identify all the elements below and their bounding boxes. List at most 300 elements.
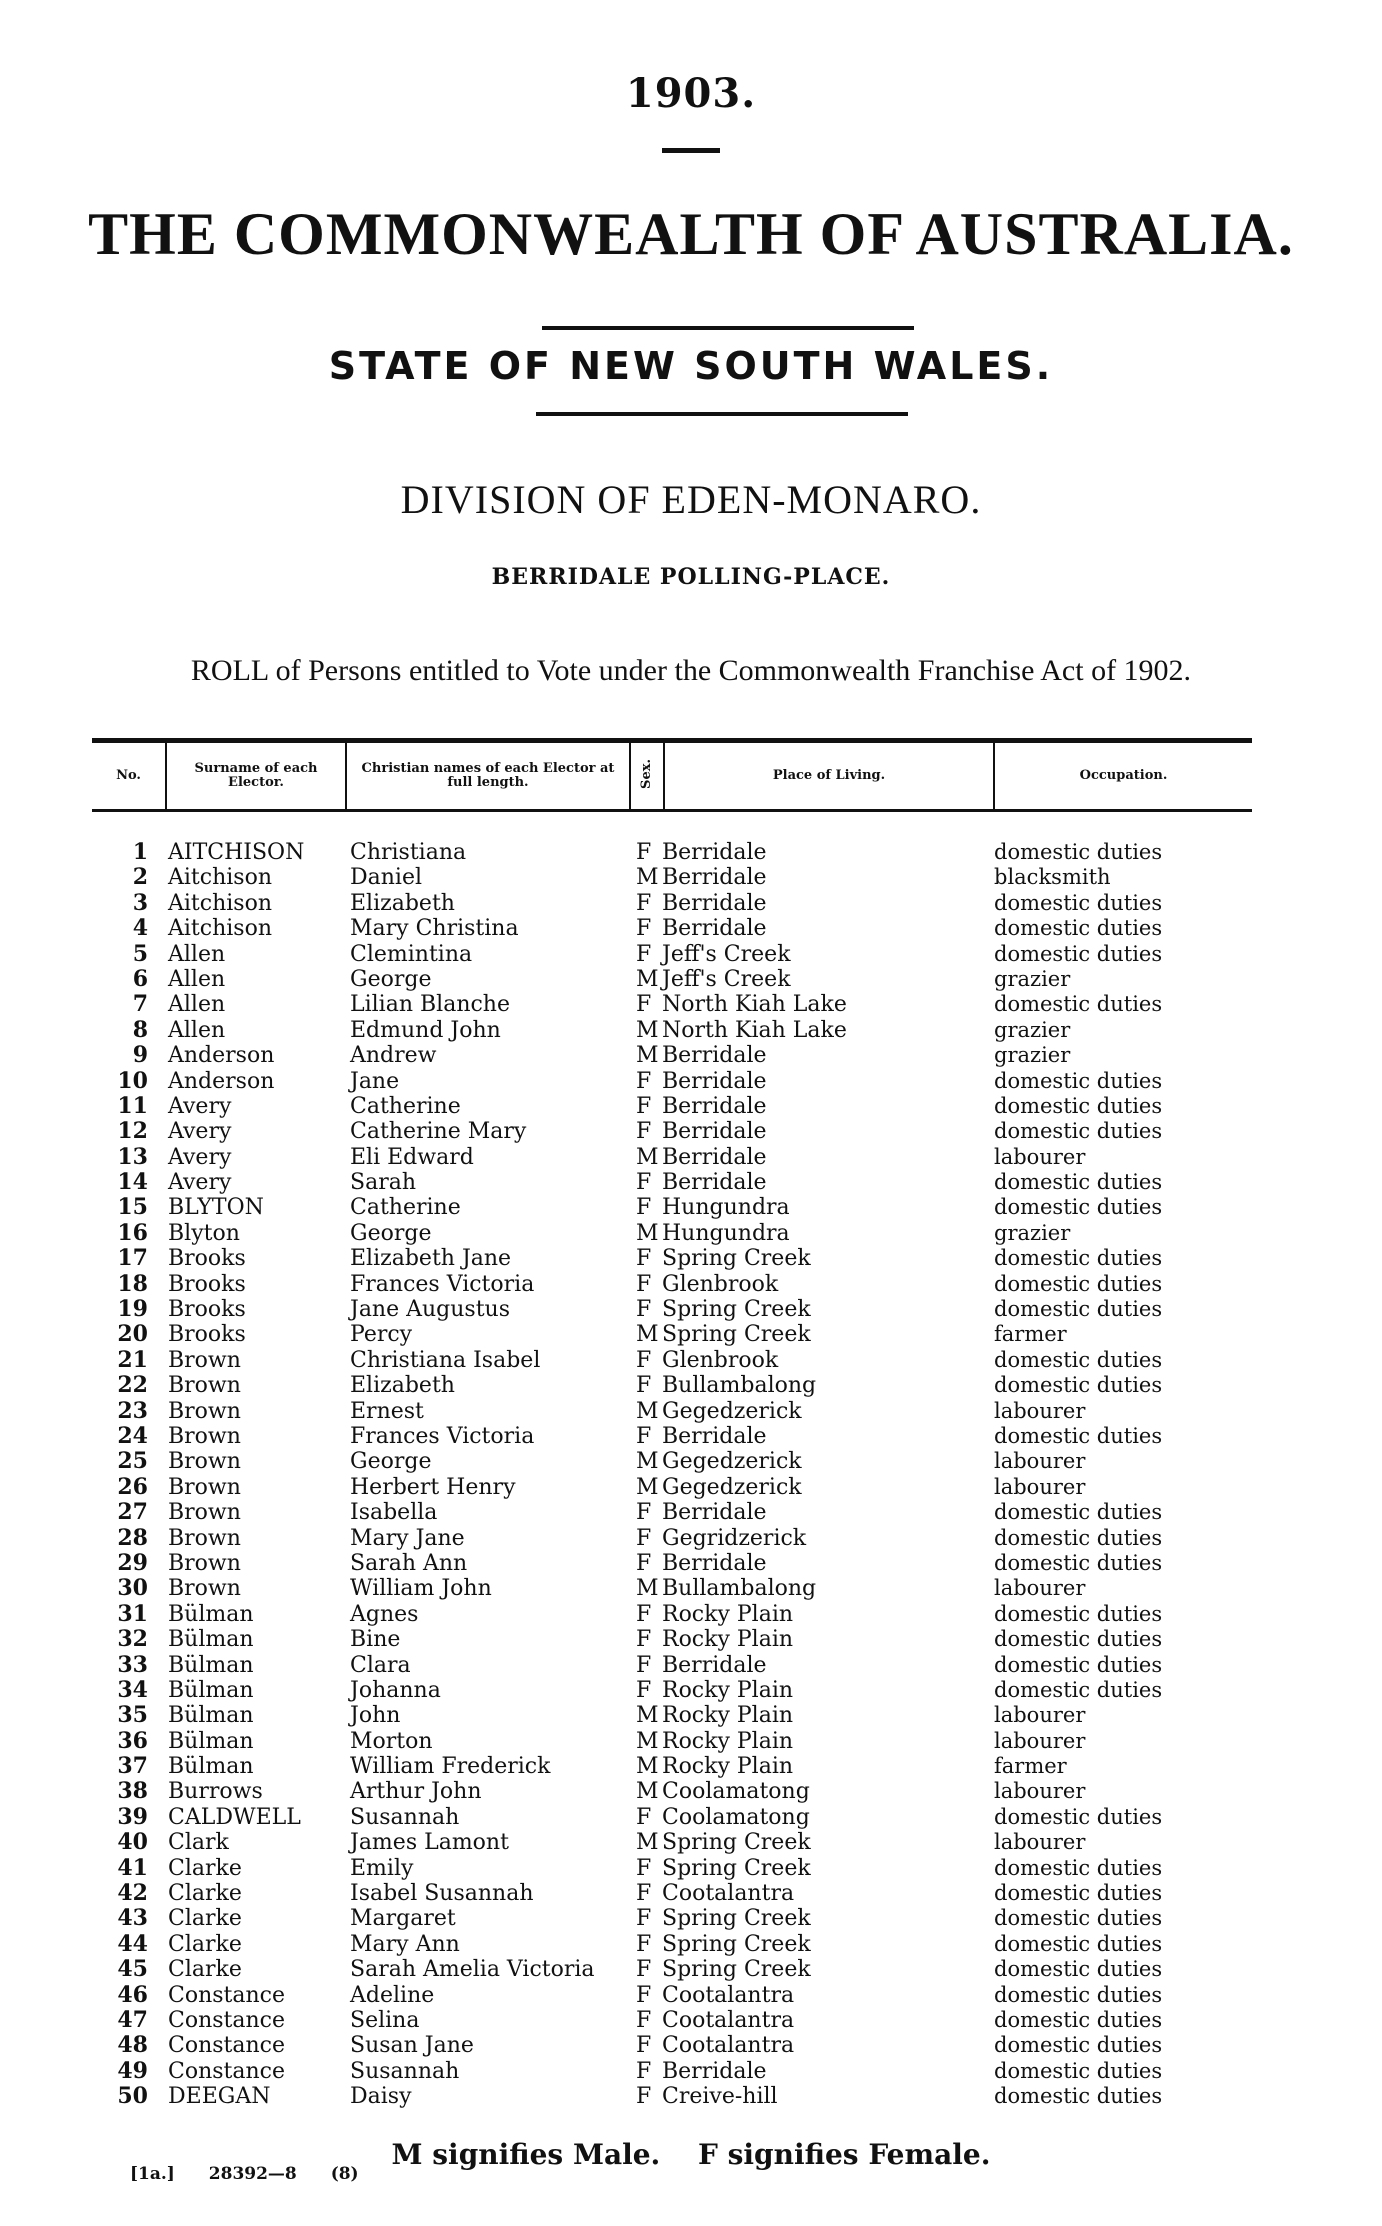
elector-place: Spring Creek (662, 1246, 811, 1272)
elector-surname: Anderson (168, 1068, 275, 1094)
elector-number: 14 (117, 1169, 148, 1196)
elector-surname: Avery (168, 1170, 232, 1196)
elector-sex: F (636, 1500, 652, 1526)
elector-number: 11 (117, 1092, 148, 1119)
elector-number: 26 (117, 1473, 148, 1500)
elector-place: Spring Creek (662, 1931, 811, 1957)
elector-occupation: domestic duties (994, 1652, 1163, 1677)
elector-surname: Clarke (168, 1906, 242, 1932)
elector-sex: M (636, 966, 659, 992)
elector-christian-names: George (350, 1220, 432, 1246)
elector-surname: Brooks (168, 1297, 246, 1323)
elector-sex: F (636, 2084, 652, 2110)
elector-christian-names: Daniel (350, 865, 423, 891)
divider (536, 412, 908, 416)
elector-surname: Anderson (168, 1043, 275, 1069)
table-row (92, 891, 1272, 916)
elector-surname: Brooks (168, 1246, 246, 1272)
elector-occupation: domestic duties (994, 1601, 1163, 1626)
elector-occupation: domestic duties (994, 2033, 1163, 2058)
elector-occupation: labourer (994, 1830, 1086, 1855)
table-row (92, 1779, 1272, 1804)
table-row (92, 916, 1272, 941)
elector-place: Coolamatong (662, 1804, 810, 1830)
table-row (92, 1957, 1272, 1982)
elector-surname: Clarke (168, 1881, 242, 1907)
table-row (92, 1069, 1272, 1094)
table-row (92, 967, 1272, 992)
elector-christian-names: Selina (350, 2007, 420, 2033)
elector-occupation: domestic duties (994, 1093, 1163, 1118)
elector-occupation: domestic duties (994, 1627, 1163, 1652)
footer-code: [1a.] (130, 2164, 175, 2184)
elector-occupation: grazier (994, 1220, 1071, 1245)
elector-place: Berridale (662, 1652, 767, 1678)
elector-sex: M (636, 1220, 659, 1246)
elector-place: Rocky Plain (662, 1601, 794, 1627)
elector-occupation: domestic duties (994, 1982, 1163, 2007)
elector-number: 18 (117, 1270, 148, 1297)
elector-surname: Brown (168, 1576, 241, 1602)
elector-sex: F (636, 2007, 652, 2033)
elector-place: Jeff's Creek (662, 941, 791, 967)
elector-sex: F (636, 1297, 652, 1323)
polling-place-heading: BERRIDALE POLLING-PLACE. (491, 564, 891, 590)
elector-place: Berridale (662, 1423, 767, 1449)
elector-christian-names: Lilian Blanche (350, 992, 510, 1018)
elector-number: 49 (117, 2057, 148, 2084)
elector-number: 33 (117, 1651, 148, 1678)
elector-sex: F (636, 1347, 652, 1373)
elector-place: Spring Creek (662, 1297, 811, 1323)
elector-sex: M (636, 1043, 659, 1069)
elector-number: 27 (117, 1499, 148, 1526)
elector-surname: Avery (168, 1093, 232, 1119)
elector-number: 22 (117, 1372, 148, 1399)
elector-sex: M (636, 1322, 659, 1348)
elector-sex: F (636, 1931, 652, 1957)
elector-number: 34 (117, 1676, 148, 1703)
table-row (92, 1195, 1272, 1220)
elector-number: 25 (117, 1448, 148, 1475)
elector-sex: F (636, 1652, 652, 1678)
table-row (92, 1576, 1272, 1601)
elector-christian-names: Jane (350, 1068, 400, 1094)
elector-place: Cootalantra (662, 1881, 795, 1907)
elector-sex: M (636, 1830, 659, 1856)
elector-christian-names: Frances Victoria (350, 1271, 535, 1297)
elector-place: Spring Creek (662, 1957, 811, 1983)
table-row (92, 1932, 1272, 1957)
elector-christian-names: George (350, 1449, 432, 1475)
elector-sex: M (636, 1144, 659, 1170)
elector-place: Creive-hill (662, 2084, 778, 2110)
elector-sex: M (636, 1728, 659, 1754)
elector-number: 10 (117, 1067, 148, 1094)
elector-surname: Brown (168, 1474, 241, 1500)
elector-number: 5 (132, 940, 148, 967)
elector-christian-names: Morton (350, 1728, 433, 1754)
elector-place: Rocky Plain (662, 1754, 794, 1780)
elector-occupation: domestic duties (994, 1347, 1163, 1372)
table-row (92, 1703, 1272, 1728)
elector-place: Jeff's Creek (662, 966, 791, 992)
elector-sex: F (636, 1068, 652, 1094)
year-heading: 1903. (625, 70, 757, 117)
elector-number: 28 (117, 1524, 148, 1551)
elector-christian-names: Elizabeth (350, 1373, 455, 1399)
elector-place: Bullambalong (662, 1576, 817, 1602)
table-row (92, 1221, 1272, 1246)
table-row (92, 992, 1272, 1017)
table-row (92, 1246, 1272, 1271)
table-row (92, 1094, 1272, 1119)
elector-sex: M (636, 1474, 659, 1500)
table-row (92, 1526, 1272, 1551)
elector-surname: Brown (168, 1550, 241, 1576)
elector-place: Berridale (662, 1119, 767, 1145)
elector-place: Berridale (662, 865, 767, 891)
legend-female: F signifies Female. (698, 2138, 991, 2171)
elector-number: 40 (117, 1829, 148, 1856)
elector-christian-names: Margaret (350, 1906, 456, 1932)
elector-place: North Kiah Lake (662, 1017, 847, 1043)
table-row (92, 1399, 1272, 1424)
elector-sex: F (636, 1881, 652, 1907)
elector-surname: Allen (168, 966, 226, 992)
elector-christian-names: Elizabeth (350, 890, 455, 916)
elector-place: Hungundra (662, 1220, 790, 1246)
print-footer (130, 2164, 387, 2184)
elector-occupation: domestic duties (994, 1170, 1163, 1195)
division-heading: DIVISION OF EDEN-MONARO. (400, 477, 982, 522)
header-sex-label: Sex. (639, 759, 654, 789)
elector-surname: Bülman (168, 1652, 254, 1678)
table-row (92, 1602, 1272, 1627)
elector-surname: Brown (168, 1449, 241, 1475)
elector-sex: F (636, 2058, 652, 2084)
table-row (92, 1348, 1272, 1373)
divider (542, 326, 914, 330)
table-row (92, 1272, 1272, 1297)
elector-sex: F (636, 916, 652, 942)
elector-number: 50 (117, 2083, 148, 2110)
elector-sex: F (636, 890, 652, 916)
elector-surname: Clarke (168, 1855, 242, 1881)
table-row (92, 1653, 1272, 1678)
elector-place: Gegedzerick (662, 1474, 802, 1500)
elector-surname: Brown (168, 1500, 241, 1526)
elector-number: 12 (117, 1118, 148, 1145)
elector-number: 16 (117, 1219, 148, 1246)
footer-number: 28392—8 (208, 2164, 297, 2184)
elector-surname: Constance (168, 2058, 286, 2084)
elector-sex: M (636, 1754, 659, 1780)
elector-sex: F (636, 1271, 652, 1297)
elector-occupation: domestic duties (994, 2007, 1163, 2032)
elector-occupation: labourer (994, 1576, 1086, 1601)
elector-occupation: labourer (994, 1144, 1086, 1169)
elector-surname: Avery (168, 1119, 232, 1145)
elector-surname: Clarke (168, 1957, 242, 1983)
elector-occupation: domestic duties (994, 1550, 1163, 1575)
elector-surname: BLYTON (168, 1195, 264, 1221)
elector-christian-names: Elizabeth Jane (350, 1246, 512, 1272)
elector-occupation: labourer (994, 1474, 1086, 1499)
elector-number: 29 (117, 1549, 148, 1576)
elector-number: 32 (117, 1626, 148, 1653)
elector-number: 2 (132, 864, 148, 891)
elector-number: 24 (117, 1422, 148, 1449)
table-row (92, 1170, 1272, 1195)
elector-christian-names: Arthur John (350, 1779, 482, 1805)
elector-christian-names: Christiana (350, 840, 467, 865)
table-row (92, 2033, 1272, 2058)
elector-sex: F (636, 840, 652, 865)
elector-surname: Allen (168, 992, 226, 1018)
elector-sex: M (636, 865, 659, 891)
elector-place: Rocky Plain (662, 1703, 794, 1729)
elector-occupation: domestic duties (994, 1677, 1163, 1702)
elector-surname: Brown (168, 1373, 241, 1399)
table-row (92, 1729, 1272, 1754)
elector-occupation: domestic duties (994, 941, 1163, 966)
legend-male: M signifies Male. (391, 2138, 661, 2171)
elector-number: 21 (117, 1346, 148, 1373)
elector-place: Cootalantra (662, 2007, 795, 2033)
elector-number: 38 (117, 1778, 148, 1805)
elector-christian-names: Eli Edward (350, 1144, 474, 1170)
table-row (92, 1424, 1272, 1449)
elector-occupation: labourer (994, 1728, 1086, 1753)
elector-surname: Brown (168, 1347, 241, 1373)
table-row (92, 2084, 1272, 2109)
elector-number: 45 (117, 1956, 148, 1983)
elector-place: Glenbrook (662, 1271, 779, 1297)
elector-occupation: domestic duties (994, 2058, 1163, 2083)
elector-christian-names: Ernest (350, 1398, 424, 1424)
table-row (92, 1322, 1272, 1347)
elector-occupation: grazier (994, 1043, 1071, 1068)
elector-occupation: domestic duties (994, 840, 1163, 864)
elector-sex: F (636, 1525, 652, 1551)
table-row (92, 1983, 1272, 2008)
elector-surname: CALDWELL (168, 1804, 301, 1830)
elector-place: Spring Creek (662, 1322, 811, 1348)
elector-number: 20 (117, 1321, 148, 1348)
elector-place: Spring Creek (662, 1855, 811, 1881)
table-row (92, 2008, 1272, 2033)
elector-occupation: domestic duties (994, 1119, 1163, 1144)
elector-number: 13 (117, 1143, 148, 1170)
elector-place: Rocky Plain (662, 1627, 794, 1653)
elector-christian-names: Emily (350, 1855, 414, 1881)
elector-sex: F (636, 1627, 652, 1653)
elector-christian-names: Sarah Ann (350, 1550, 468, 1576)
elector-occupation: blacksmith (994, 865, 1111, 890)
elector-christian-names: James Lamont (350, 1830, 509, 1856)
elector-number: 39 (117, 1803, 148, 1830)
elector-occupation: domestic duties (994, 2084, 1163, 2109)
elector-christian-names: Herbert Henry (350, 1474, 516, 1500)
elector-surname: Burrows (168, 1779, 263, 1805)
elector-occupation: domestic duties (994, 1423, 1163, 1448)
elector-occupation: domestic duties (994, 1525, 1163, 1550)
table-row (92, 1830, 1272, 1855)
elector-occupation: domestic duties (994, 1195, 1163, 1220)
elector-sex: F (636, 1423, 652, 1449)
elector-christian-names: Mary Jane (350, 1525, 465, 1551)
table-row (92, 1805, 1272, 1830)
elector-surname: Clarke (168, 1931, 242, 1957)
elector-place: Berridale (662, 1550, 767, 1576)
elector-christian-names: William John (350, 1576, 492, 1602)
elector-christian-names: Adeline (350, 1982, 435, 2008)
header-sex (630, 741, 664, 811)
elector-occupation: domestic duties (994, 1931, 1163, 1956)
table-row (92, 1551, 1272, 1576)
elector-place: Coolamatong (662, 1779, 810, 1805)
elector-surname: Bülman (168, 1601, 254, 1627)
elector-surname: Bülman (168, 1627, 254, 1653)
elector-number: 35 (117, 1702, 148, 1729)
elector-occupation: farmer (994, 1754, 1067, 1779)
elector-christian-names: Percy (350, 1322, 413, 1348)
elector-occupation: domestic duties (994, 1297, 1163, 1322)
elector-christian-names: Andrew (350, 1043, 437, 1069)
elector-place: Hungundra (662, 1195, 790, 1221)
elector-christian-names: Clara (350, 1652, 411, 1678)
elector-occupation: domestic duties (994, 916, 1163, 941)
elector-christian-names: George (350, 966, 432, 992)
table-row (92, 1500, 1272, 1525)
elector-surname: Constance (168, 1982, 286, 2008)
elector-place: Berridale (662, 1144, 767, 1170)
table-row (92, 1754, 1272, 1779)
elector-place: Berridale (662, 890, 767, 916)
elector-occupation: domestic duties (994, 1855, 1163, 1880)
elector-place: Berridale (662, 916, 767, 942)
elector-surname: Bülman (168, 1703, 254, 1729)
elector-sex: M (636, 1703, 659, 1729)
elector-christian-names: Jane Augustus (350, 1297, 511, 1323)
elector-number: 4 (132, 915, 148, 942)
elector-place: Gegedzerick (662, 1398, 802, 1424)
elector-christian-names: Mary Ann (350, 1931, 460, 1957)
elector-christian-names: Susan Jane (350, 2033, 474, 2059)
elector-number: 1 (132, 839, 148, 865)
elector-surname: Aitchison (168, 890, 272, 916)
elector-occupation: labourer (994, 1449, 1086, 1474)
elector-christian-names: Clemintina (350, 941, 473, 967)
header-christian-names: Christian names of each Elector at full length. (346, 741, 630, 811)
elector-christian-names: Agnes (350, 1601, 419, 1627)
elector-sex: F (636, 1246, 652, 1272)
elector-number: 36 (117, 1727, 148, 1754)
elector-place: Cootalantra (662, 1982, 795, 2008)
elector-sex: F (636, 1677, 652, 1703)
elector-number: 37 (117, 1753, 148, 1780)
elector-surname: Brown (168, 1398, 241, 1424)
table-row (92, 1881, 1272, 1906)
elector-surname: DEEGAN (168, 2084, 271, 2110)
elector-sex: M (636, 1449, 659, 1475)
elector-christian-names: Catherine Mary (350, 1119, 527, 1145)
header-occupation: Occupation. (994, 741, 1252, 811)
elector-sex: F (636, 1170, 652, 1196)
elector-number: 47 (117, 2006, 148, 2033)
elector-surname: Allen (168, 941, 226, 967)
elector-surname: Aitchison (168, 865, 272, 891)
elector-sex: F (636, 992, 652, 1018)
elector-occupation: domestic duties (994, 1804, 1163, 1829)
elector-occupation: labourer (994, 1703, 1086, 1728)
table-row (92, 1906, 1272, 1931)
elector-occupation: domestic duties (994, 1271, 1163, 1296)
state-heading: STATE OF NEW SOUTH WALES. (328, 344, 1054, 388)
elector-number: 30 (117, 1575, 148, 1602)
elector-surname: Allen (168, 1017, 226, 1043)
table-row (92, 1856, 1272, 1881)
elector-christian-names: Mary Christina (350, 916, 519, 942)
elector-occupation: domestic duties (994, 1881, 1163, 1906)
elector-number: 42 (117, 1880, 148, 1907)
elector-occupation: farmer (994, 1322, 1067, 1347)
elector-number: 8 (132, 1016, 148, 1043)
elector-sex: M (636, 1779, 659, 1805)
elector-number: 48 (117, 2032, 148, 2059)
elector-occupation: domestic duties (994, 1906, 1163, 1931)
elector-sex: M (636, 1398, 659, 1424)
elector-surname: Aitchison (168, 916, 272, 942)
elector-surname: Bülman (168, 1728, 254, 1754)
elector-surname: Blyton (168, 1220, 240, 1246)
elector-surname: Bülman (168, 1754, 254, 1780)
elector-number: 44 (117, 1930, 148, 1957)
table-row (92, 1145, 1272, 1170)
elector-christian-names: Sarah Amelia Victoria (350, 1957, 595, 1983)
elector-christian-names: John (350, 1703, 401, 1729)
elector-number: 31 (117, 1600, 148, 1627)
elector-christian-names: Johanna (350, 1677, 441, 1703)
elector-number: 43 (117, 1905, 148, 1932)
table-row (92, 1373, 1272, 1398)
elector-sex: M (636, 1017, 659, 1043)
header-surname: Surname of each Elector. (166, 741, 346, 811)
elector-occupation: labourer (994, 1398, 1086, 1423)
elector-christian-names: William Frederick (350, 1754, 551, 1780)
elector-christian-names: Christiana Isabel (350, 1347, 541, 1373)
elector-place: Spring Creek (662, 1906, 811, 1932)
elector-place: Berridale (662, 1093, 767, 1119)
elector-christian-names: Frances Victoria (350, 1423, 535, 1449)
elector-occupation: domestic duties (994, 992, 1163, 1017)
elector-christian-names: Edmund John (350, 1017, 501, 1043)
elector-surname: Avery (168, 1144, 232, 1170)
elector-surname: AITCHISON (168, 840, 305, 865)
roll-title: ROLL of Persons entitled to Vote under the Commonwealth Franchise Act of 1902. (190, 654, 1192, 687)
elector-number: 19 (117, 1296, 148, 1323)
elector-occupation: grazier (994, 966, 1071, 991)
elector-christian-names: Isabel Susannah (350, 1881, 534, 1907)
table-row (92, 1449, 1272, 1474)
elector-number: 3 (132, 889, 148, 916)
elector-christian-names: Sarah (350, 1170, 416, 1196)
elector-place: Berridale (662, 1170, 767, 1196)
elector-occupation: domestic duties (994, 1500, 1163, 1525)
elector-surname: Constance (168, 2007, 286, 2033)
elector-place: Berridale (662, 1500, 767, 1526)
